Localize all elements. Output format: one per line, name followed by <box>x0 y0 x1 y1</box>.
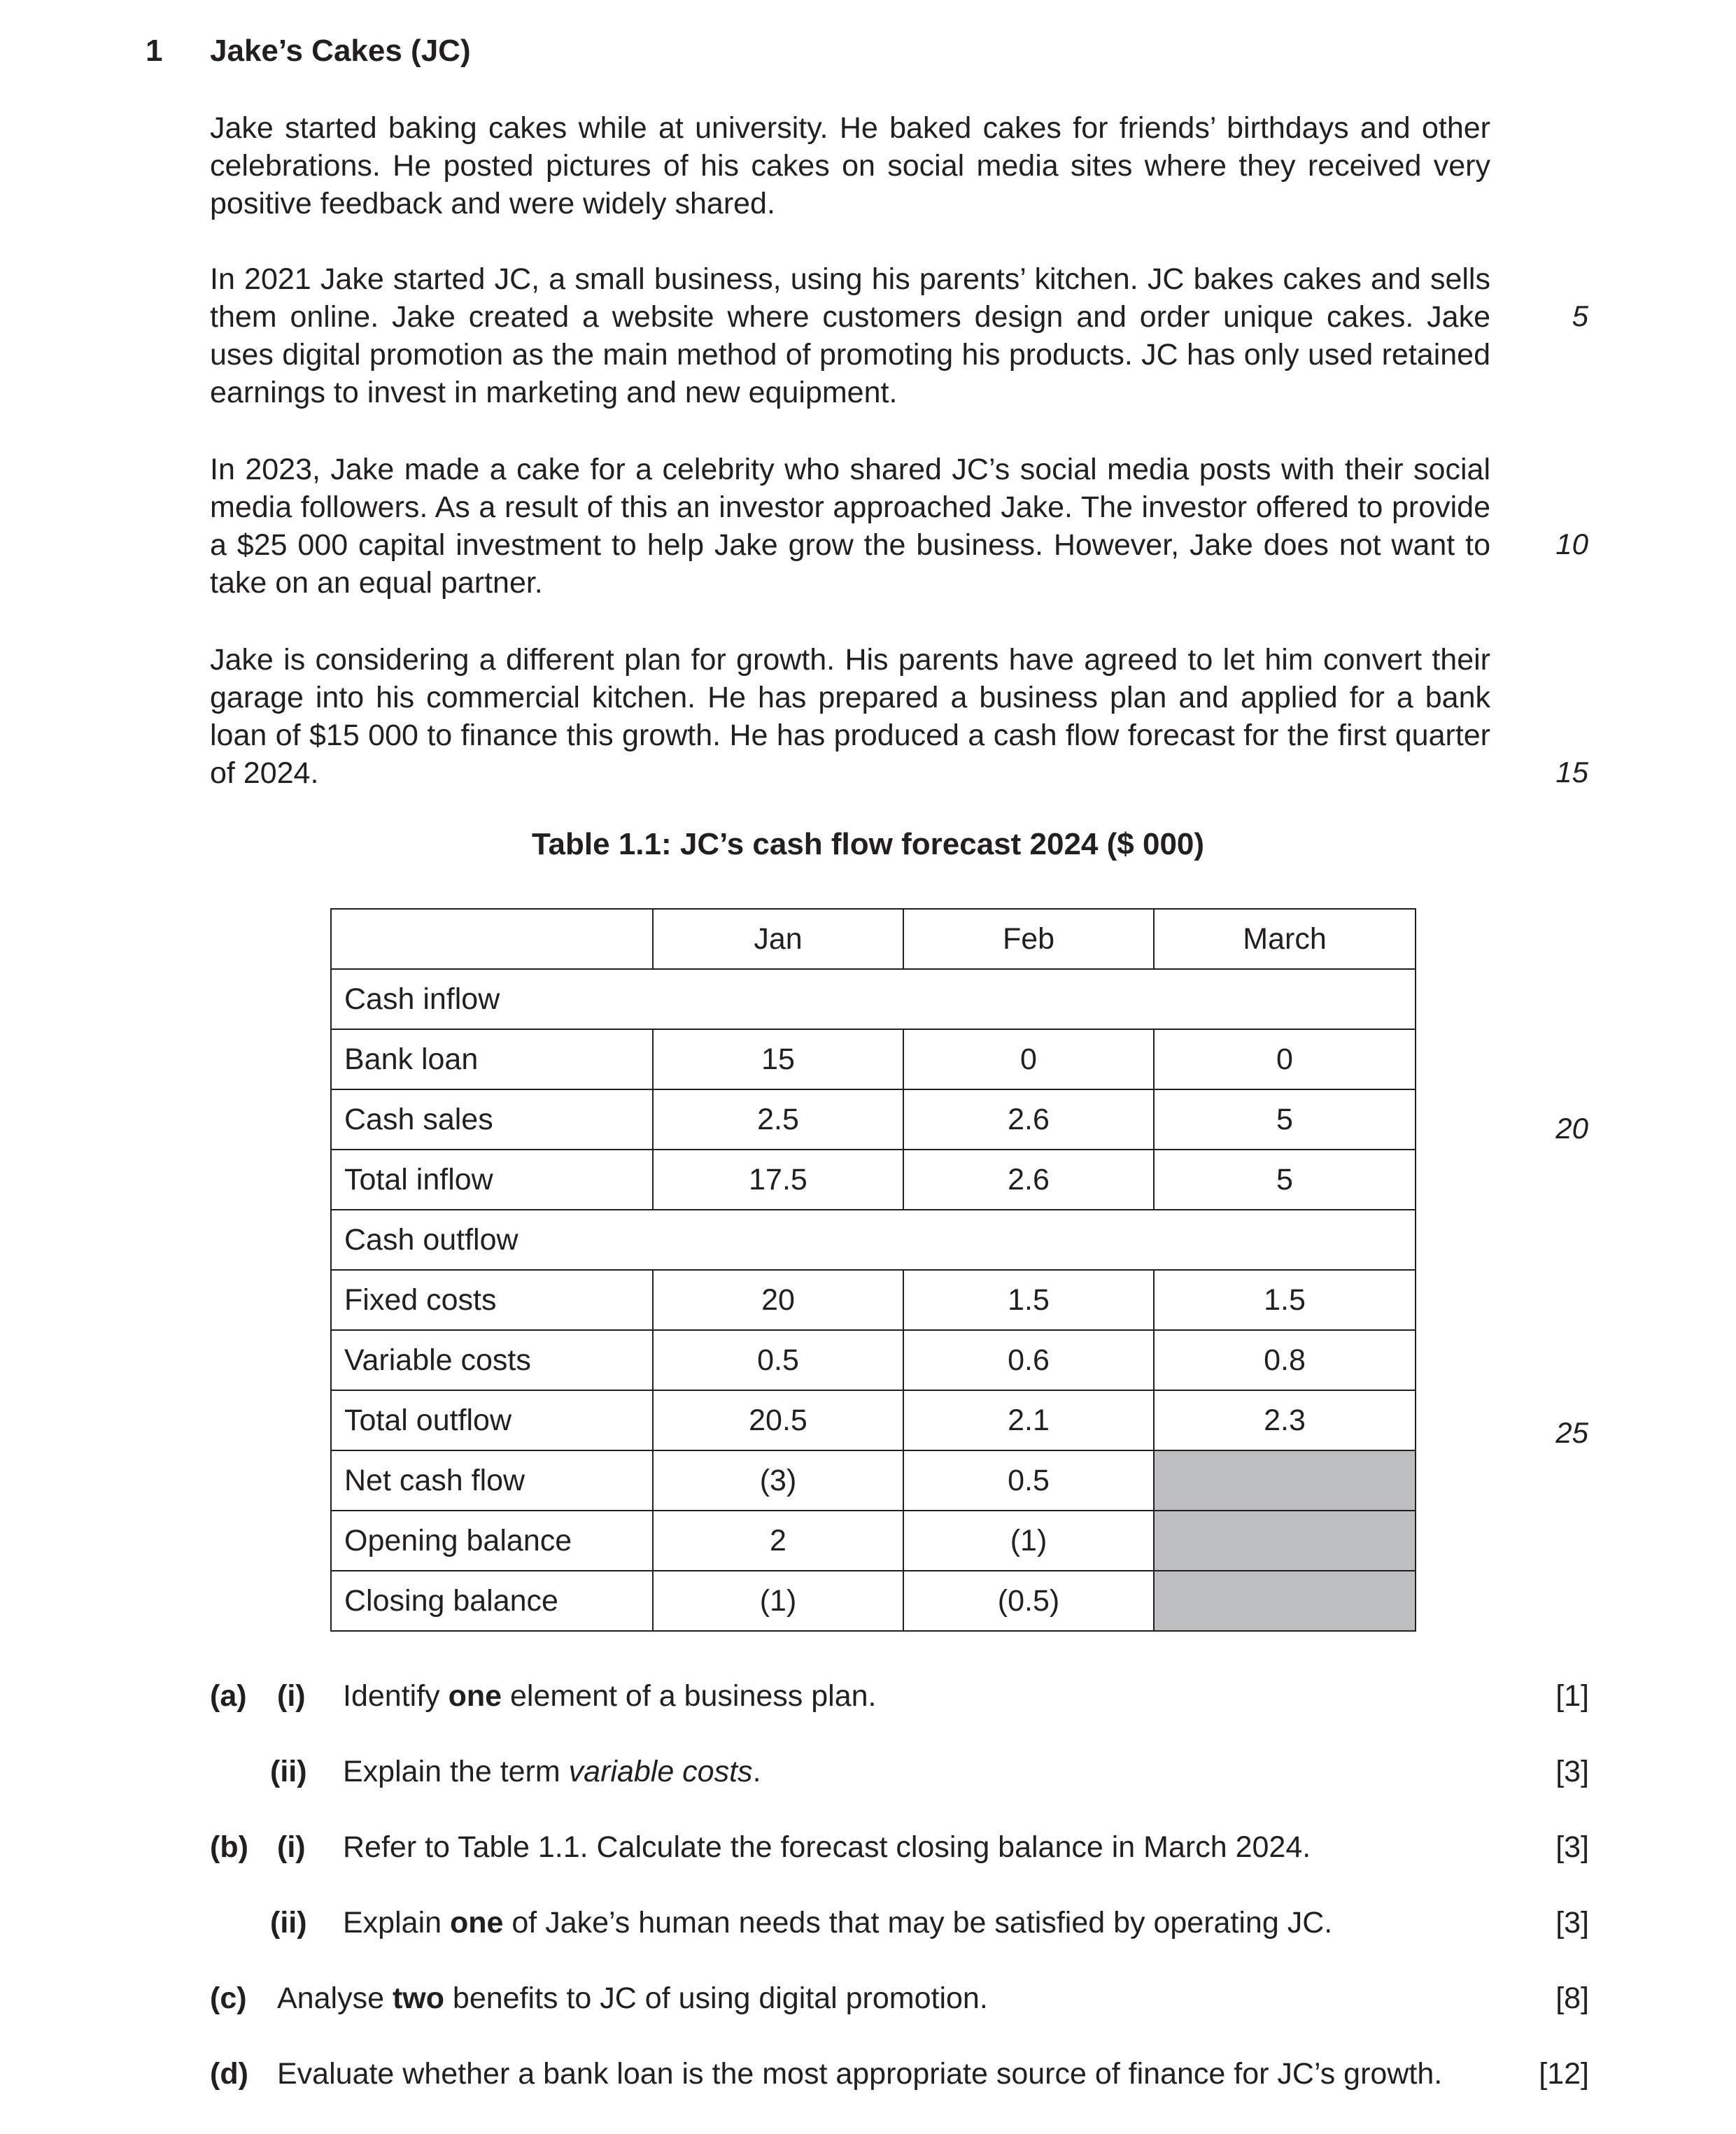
table-cell: 5 <box>1154 1150 1416 1210</box>
table-cell: 2.3 <box>1154 1390 1416 1450</box>
table-cell: 17.5 <box>653 1150 903 1210</box>
table-cell: 0.6 <box>903 1330 1154 1390</box>
section-label-cash-outflow: Cash outflow <box>331 1210 1416 1270</box>
subquestion-b-i-label: (i) <box>277 1830 306 1864</box>
question-number: 1 <box>146 34 163 68</box>
text-segment: benefits to JC of using digital promotion. <box>444 1981 988 2015</box>
table-header-row <box>331 909 1416 969</box>
table-cell: 20.5 <box>653 1390 903 1450</box>
table-cell: 0.5 <box>653 1330 903 1390</box>
row-label: Opening balance <box>331 1511 653 1571</box>
italic-term: variable costs <box>568 1755 753 1788</box>
header-cell-march: March <box>1154 909 1416 969</box>
table-cell: 20 <box>653 1270 903 1330</box>
header-cell-feb: Feb <box>903 909 1154 969</box>
subquestion-d-text: Evaluate whether a bank loan is the most appropriate source of finance for JC’s growth. <box>277 2057 1443 2091</box>
table-row <box>331 1089 1416 1150</box>
table-cell: 0.5 <box>903 1450 1154 1511</box>
table-cell: 1.5 <box>903 1270 1154 1330</box>
bold-word: two <box>392 1981 444 2015</box>
table-row <box>331 1511 1416 1571</box>
marks-a-ii: [3] <box>1555 1755 1589 1788</box>
table-cell: (1) <box>903 1511 1154 1571</box>
text-segment: . <box>752 1755 761 1788</box>
table-cell: 2.6 <box>903 1089 1154 1150</box>
table-cell: 2.5 <box>653 1089 903 1150</box>
text-segment: of Jake’s human needs that may be satisfied by operating JC. <box>503 1906 1333 1939</box>
marks-b-i: [3] <box>1555 1830 1589 1864</box>
table-row <box>331 1210 1416 1270</box>
row-label: Net cash flow <box>331 1450 653 1511</box>
text-segment: Explain the term <box>343 1755 569 1788</box>
line-number-15: 15 <box>1555 756 1588 789</box>
section-label-cash-inflow: Cash inflow <box>331 969 1416 1029</box>
table-cell: 0 <box>1154 1029 1416 1089</box>
text-segment: Analyse <box>277 1981 393 2015</box>
table-cell: 5 <box>1154 1089 1416 1150</box>
row-label: Variable costs <box>331 1330 653 1390</box>
line-number-5: 5 <box>1572 299 1588 332</box>
shaded-cell <box>1154 1571 1416 1631</box>
marks-c: [8] <box>1555 1981 1589 2015</box>
subquestion-d-label: (d) <box>210 2057 248 2091</box>
subquestion-a-ii-label: (ii) <box>270 1755 307 1788</box>
table-row <box>331 1330 1416 1390</box>
row-label: Fixed costs <box>331 1270 653 1330</box>
question-title: Jake’s Cakes (JC) <box>210 34 471 68</box>
row-label: Closing balance <box>331 1571 653 1631</box>
text-segment: Explain <box>343 1906 450 1939</box>
table-row <box>331 1150 1416 1210</box>
text-segment: element of a business plan. <box>502 1679 877 1713</box>
marks-d: [12] <box>1539 2057 1589 2091</box>
table-caption: Table 1.1: JC’s cash flow forecast 2024 ($ 000) <box>531 827 1205 861</box>
subquestion-c-label: (c) <box>210 1981 247 2015</box>
table-cell: (3) <box>653 1450 903 1511</box>
table-row <box>331 1029 1416 1089</box>
table-row <box>331 969 1416 1029</box>
table-cell: 2 <box>653 1511 903 1571</box>
row-label: Cash sales <box>331 1089 653 1150</box>
text-segment: Identify <box>343 1679 449 1713</box>
line-number-25: 25 <box>1555 1416 1588 1449</box>
table-row <box>331 1270 1416 1330</box>
header-cell-empty <box>331 909 653 969</box>
table-cell: 2.1 <box>903 1390 1154 1450</box>
header-cell-jan: Jan <box>653 909 903 969</box>
subquestion-a-label: (a) <box>210 1679 247 1713</box>
paragraph-1: Jake started baking cakes while at university. He baked cakes for friends’ birthdays and other celebrations. He posted pictures of his cakes on social media sites where they received very positive feedback and were widely shared. <box>210 111 1490 220</box>
bold-word: one <box>449 1906 504 1939</box>
subquestion-a-i-label: (i) <box>277 1679 306 1713</box>
marks-a-i: [1] <box>1555 1679 1589 1713</box>
subquestion-a-ii-text <box>343 1755 761 1789</box>
table-row <box>331 1450 1416 1511</box>
table-cell: 2.6 <box>903 1150 1154 1210</box>
subquestion-b-ii-text <box>343 1906 1332 1940</box>
table-cell: (0.5) <box>903 1571 1154 1631</box>
paragraph-4: Jake is considering a different plan for growth. His parents have agreed to let him convert their garage into his commercial kitchen. He has prepared a business plan and applied for a bank loan of $15 000 to finance this growth. He has produced a cash flow forecast for the first quarter of 2024. <box>210 643 1490 790</box>
paragraph-3: In 2023, Jake made a cake for a celebrity who shared JC’s social media posts with their social media followers. As a result of this an investor approached Jake. The investor offered to provide a $25 000 capital investment to help Jake grow the business. However, Jake does not want to take on an equal partner. <box>210 453 1490 600</box>
cash-flow-table <box>330 908 1416 1632</box>
line-number-10: 10 <box>1555 528 1588 560</box>
subquestion-c-text <box>277 1981 988 2016</box>
table-cell: 0 <box>903 1029 1154 1089</box>
line-number-20: 20 <box>1555 1112 1588 1145</box>
table-cell: 15 <box>653 1029 903 1089</box>
bold-word: one <box>448 1679 502 1713</box>
table-row <box>331 1571 1416 1631</box>
marks-b-ii: [3] <box>1555 1906 1589 1939</box>
row-label: Bank loan <box>331 1029 653 1089</box>
shaded-cell <box>1154 1511 1416 1571</box>
table-cell: 0.8 <box>1154 1330 1416 1390</box>
subquestion-b-label: (b) <box>210 1830 248 1864</box>
table-row <box>331 1390 1416 1450</box>
shaded-cell <box>1154 1450 1416 1511</box>
table-cell: 1.5 <box>1154 1270 1416 1330</box>
subquestion-b-ii-label: (ii) <box>270 1906 307 1939</box>
row-label: Total inflow <box>331 1150 653 1210</box>
paragraph-2: In 2021 Jake started JC, a small business, using his parents’ kitchen. JC bakes cakes and sells them online. Jake created a website where customers design and order unique cakes. Jake uses digital promotion as the main method of promoting his products. JC has only used retained earnings to invest in marketing and new equipment. <box>210 262 1490 409</box>
subquestion-b-i-text: Refer to Table 1.1. Calculate the forecast closing balance in March 2024. <box>343 1830 1311 1864</box>
row-label: Total outflow <box>331 1390 653 1450</box>
table-cell: (1) <box>653 1571 903 1631</box>
subquestion-a-i-text <box>343 1679 877 1713</box>
